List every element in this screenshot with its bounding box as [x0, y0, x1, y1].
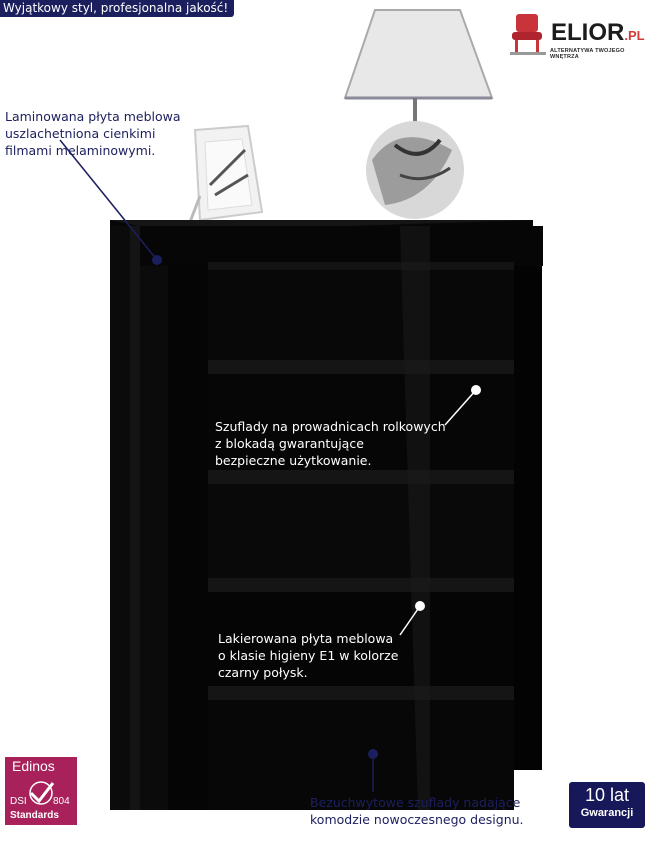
annotation-line: uszlachetniona cienkimi [5, 126, 156, 141]
warranty-years: 10 lat [584, 785, 630, 805]
edinos-right-label: 804 [53, 796, 70, 807]
annotation-line: Bezuchwytowe szuflady nadające [310, 795, 521, 810]
warranty-badge [569, 782, 645, 828]
lamp [345, 10, 492, 219]
annotation-line: Szuflady na prowadnicach rolkowych [215, 419, 446, 434]
annotation-roller-rails [215, 418, 446, 469]
annotation-line: czarny połysk. [218, 665, 308, 680]
annotation-line: bezpieczne użytkowanie. [215, 453, 372, 468]
tagline-banner: Wyjątkowy styl, profesjonalna jakość! [0, 0, 234, 17]
edinos-label: Standards [10, 810, 59, 821]
edinos-name: Edinos [12, 758, 55, 774]
logo-suffix: .PL [624, 28, 645, 43]
annotation-line: Laminowana płyta meblowa [5, 109, 181, 124]
edinos-left-label: DSI [10, 796, 27, 807]
edinos-standards-badge [5, 757, 77, 825]
annotation-line: z blokadą gwarantujące [215, 436, 364, 451]
photo-frame [190, 126, 262, 222]
annotation-lacquered-board [218, 630, 398, 681]
annotation-laminated-board [5, 108, 181, 159]
annotation-line: Lakierowana płyta meblowa [218, 631, 394, 646]
annotation-line: filmami melaminowymi. [5, 143, 156, 158]
chest-of-drawers [110, 220, 543, 810]
logo-name: ELIOR.PL [551, 19, 645, 46]
annotation-line: o klasie higieny E1 w kolorze [218, 648, 399, 663]
logo-tagline: ALTERNATYWA TWOJEGO WNĘTRZA [550, 48, 625, 60]
warranty-label: Gwarancji [580, 807, 634, 819]
annotation-handleless-drawers [310, 794, 524, 828]
annotation-line: komodzie nowoczesnego designu. [310, 812, 524, 827]
